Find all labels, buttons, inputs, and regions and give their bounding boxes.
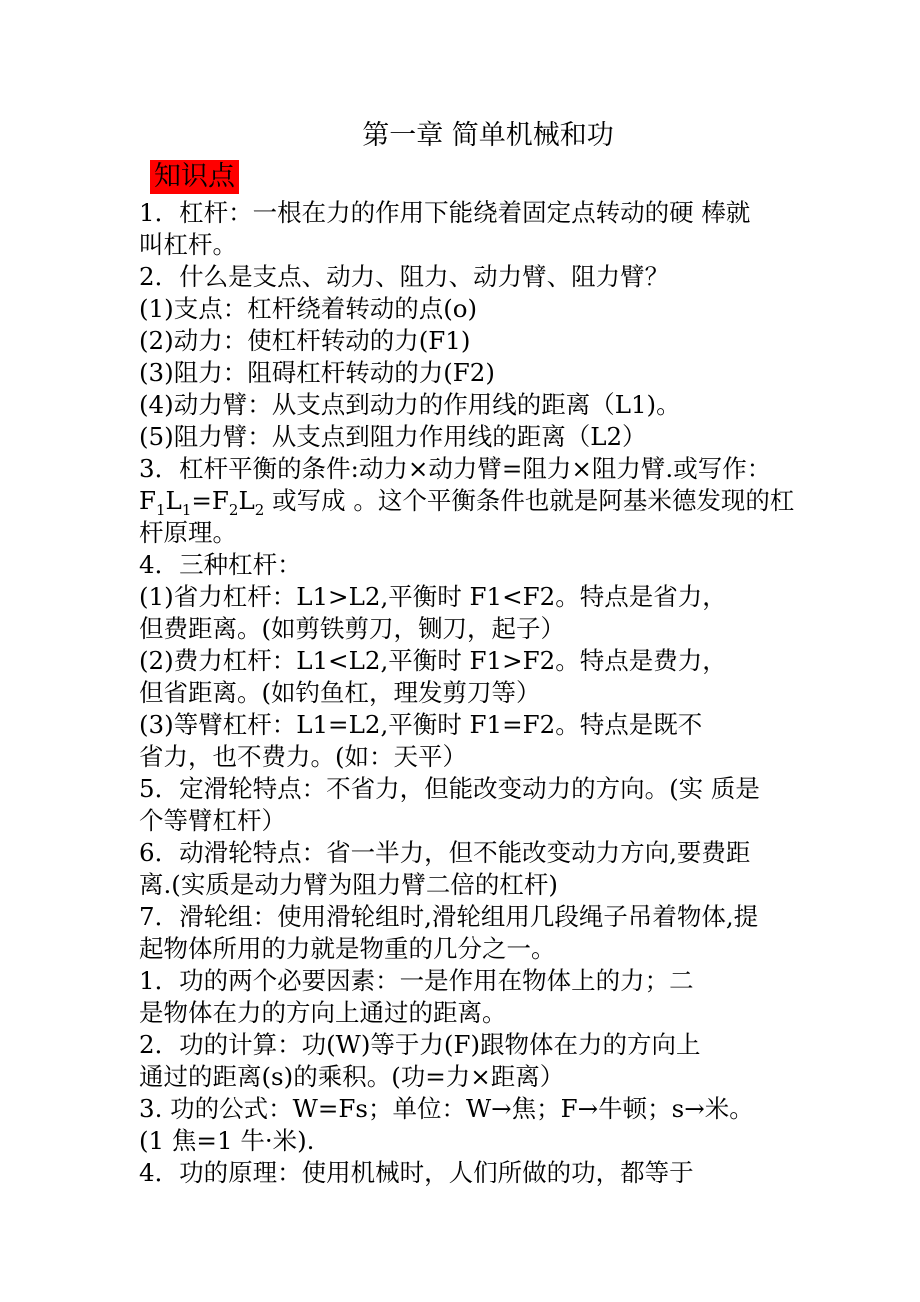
subscript: 2	[254, 501, 265, 519]
text-line: 省力，也不费力。(如：天平）	[139, 742, 468, 771]
text-line: 3. 功的公式：W=Fs；单位：W→焦；F→牛顿；s→米。	[139, 1094, 754, 1123]
text-line: (4)动力臂：从支点到动力的作用线的距离（L1)。	[139, 390, 681, 419]
formula-f1: F	[139, 486, 156, 515]
formula-tail: 或写成 。这个平衡条件也就是阿基米德发现的杠	[264, 486, 795, 515]
text-line: 4．三种杠杆：	[139, 550, 302, 579]
subscript: 1	[156, 501, 166, 519]
text-line: (3)阻力：阻碍杠杆转动的力(F2)	[139, 358, 495, 387]
text-line: 2．什么是支点、动力、阻力、动力臂、阻力臂？	[139, 262, 670, 291]
text-line: 但费距离。(如剪铁剪刀，铡刀，起子）	[139, 614, 566, 643]
text-line: 通过的距离(s)的乘积。(功=力×距离）	[139, 1062, 565, 1091]
text-line: 6．动滑轮特点：省一半力，但不能改变动力方向,要费距	[139, 838, 751, 867]
text-line: 1．功的两个必要因素：一是作用在物体上的力；二	[139, 966, 694, 995]
text-line: (2)费力杠杆：L1<L2,平衡时 F1>F2。特点是费力，	[139, 646, 727, 675]
text-line: 1．杠杆：一根在力的作用下能绕着固定点转动的硬 棒就	[139, 198, 751, 227]
text-line: (1 焦=1 牛·米).	[139, 1126, 315, 1155]
formula-l2: L	[238, 486, 255, 515]
text-line: (2)动力：使杠杆转动的力(F1)	[139, 326, 471, 355]
text-line: (1)省力杠杆：L1>L2,平衡时 F1<F2。特点是省力，	[139, 582, 727, 611]
text-line: 但省距离。(如钓鱼杠，理发剪刀等）	[139, 678, 541, 707]
text-line: 3．杠杆平衡的条件:动力×动力臂=阻力×阻力臂.或写作：	[139, 454, 772, 483]
text-line: 7．滑轮组：使用滑轮组时,滑轮组用几段绳子吊着物体,提	[139, 902, 759, 931]
text-line: 2．功的计算：功(W)等于力(F)跟物体在力的方向上	[139, 1030, 701, 1059]
text-line: (3)等臂杠杆：L1=L2,平衡时 F1=F2。特点是既不	[139, 710, 703, 739]
text-line: (5)阻力臂：从支点到阻力作用线的距离（L2）	[139, 422, 647, 451]
text-line: 离.(实质是动力臂为阻力臂二倍的杠杆)	[139, 870, 558, 899]
text-line: 是物体在力的方向上通过的距离。	[139, 998, 507, 1027]
text-line: 叫杠杆。	[139, 230, 237, 259]
text-line: 个等臂杠杆）	[139, 806, 286, 835]
text-line: (1)支点：杠杆绕着转动的点(o)	[139, 294, 478, 323]
formula-eq: =F	[191, 486, 229, 515]
knowledge-points-badge: 知识点	[150, 160, 239, 194]
text-line: 起物体所用的力就是物重的几分之一。	[139, 934, 556, 963]
subscript: 2	[228, 501, 239, 519]
subscript: 1	[181, 501, 192, 519]
formula-l1: L	[165, 486, 182, 515]
text-line: 4．功的原理：使用机械时，人们所做的功，都等于	[139, 1158, 694, 1187]
text-line: 5．定滑轮特点：不省力，但能改变动力的方向。(实 质是	[139, 774, 760, 803]
chapter-title: 第一章 简单机械和功	[362, 120, 614, 151]
text-line: 杆原理。	[139, 518, 237, 547]
formula-line	[139, 485, 794, 520]
